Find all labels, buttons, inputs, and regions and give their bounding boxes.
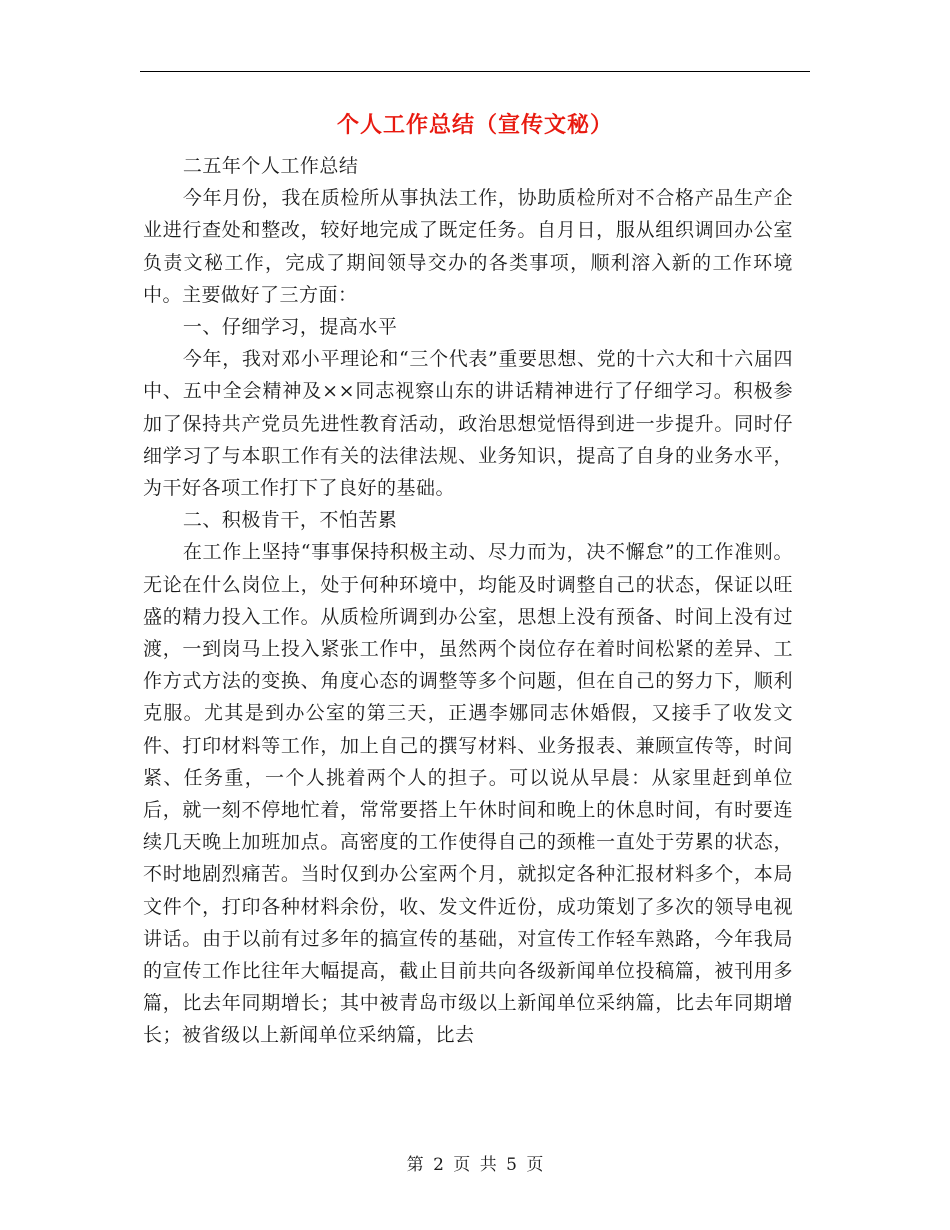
- header-rule: [140, 71, 810, 72]
- document-title: 个人工作总结（宣传文秘）: [336, 112, 613, 138]
- paragraph-intro: 今年月份，我在质检所从事执法工作，协助质检所对不合格产品生产企业进行查处和整改，较好地完成了既定任务。自月日，服从组织调回办公室负责文秘工作，完成了期间领导交办的各类事项，顺利溶入新的工作环境中。主要做好了三方面：: [143, 187, 793, 306]
- section-heading-2: 二、积极肯干，不怕苦累: [182, 509, 398, 532]
- paragraph-study: 今年，我对邓小平理论和“三个代表”重要思想、党的十六大和十六届四中、五中全会精神及××同志视察山东的讲话精神进行了仔细学习。积极参加了保持共产党员先进性教育活动，政治思想觉悟得到进一步提升。同时仔细学习了与本职工作有关的法律法规、业务知识，提高了自身的业务水平，为干好各项工作打下了良好的基础。: [143, 348, 793, 500]
- page-footer: 第 2 页 共 5 页: [406, 1155, 544, 1175]
- paragraph-work: 在工作上坚持“事事保持积极主动、尽力而为，决不懈怠”的工作准则。无论在什么岗位上，处于何种环境中，均能及时调整自己的状态，保证以旺盛的精力投入工作。从质检所调到办公室，思想上没有预备、时间上没有过渡，一到岗马上投入紧张工作中，虽然两个岗位存在着时间松紧的差异、工作方式方法的变换、角度心态的调整等多个问题，但在自己的努力下，顺利克服。尤其是到办公室的第三天，正遇李娜同志休婚假，又接手了收发文件、打印材料等工作，加上自己的撰写材料、业务报表、兼顾宣传等，时间紧、任务重，一个人挑着两个人的担子。可以说从早晨：从家里赶到单位后，就一刻不停地忙着，常常要搭上午休时间和晚上的休息时间，有时要连续几天晚上加班加点。高密度的工作使得自己的颈椎一直处于劳累的状态，不时地剧烈痛苦。当时仅到办公室两个月，就拟定各种汇报材料多个，本局文件个，打印各种材料余份，收、发文件近份，成功策划了多次的领导电视讲话。由于以前有过多年的搞宣传的基础，对宣传工作轻车熟路，今年我局的宣传工作比往年大幅提高，截止目前共向各级新闻单位投稿篇，被刊用多篇，比去年同期增长；其中被青岛市级以上新闻单位采纳篇，比去年同期增长；被省级以上新闻单位采纳篇，比去: [143, 541, 793, 1047]
- paragraph-subtitle: 二五年个人工作总结: [182, 155, 359, 177]
- document-body: [143, 150, 793, 1052]
- section-heading-1: 一、仔细学习，提高水平: [182, 316, 398, 339]
